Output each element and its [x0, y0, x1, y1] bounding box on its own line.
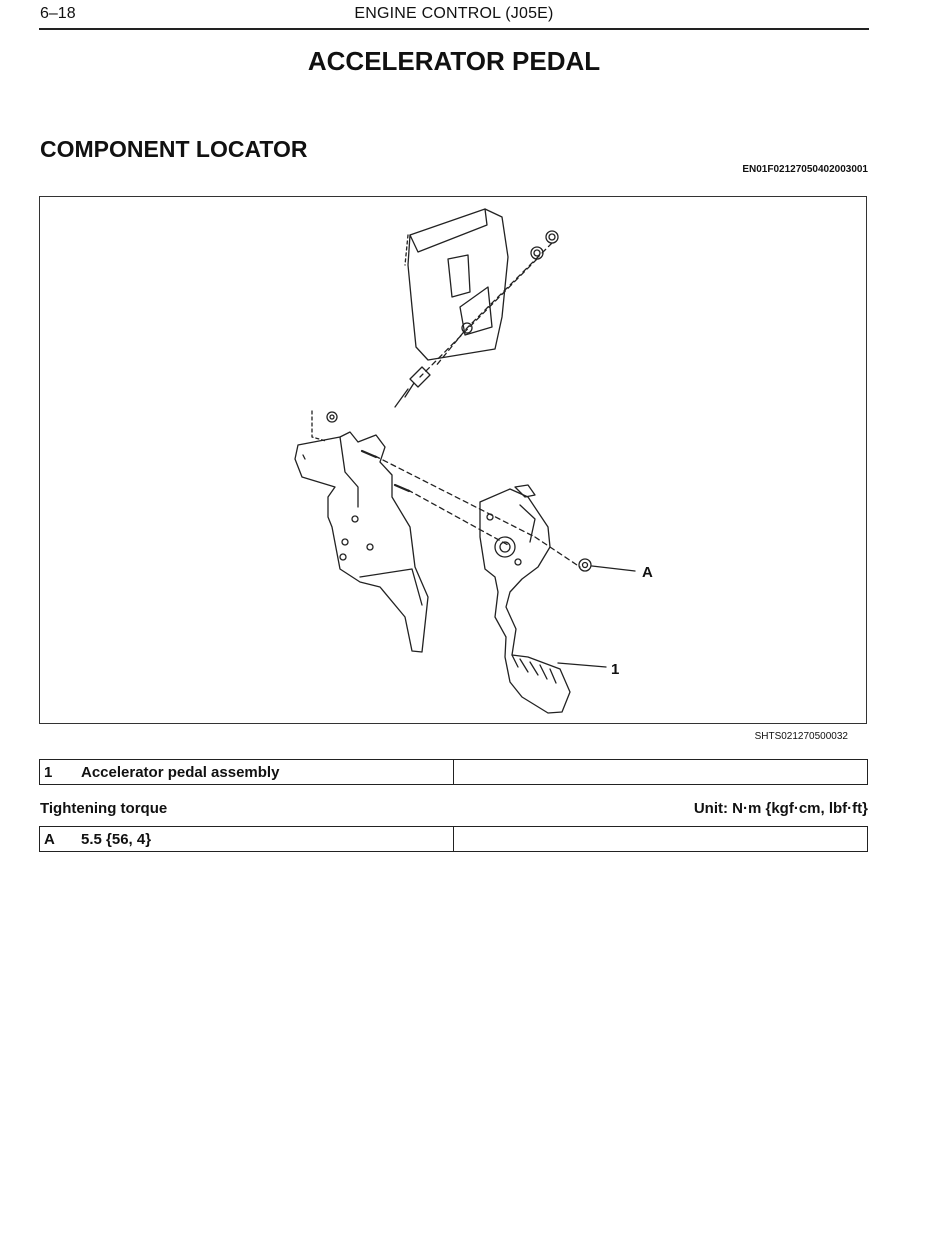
- lower-bracket: [295, 411, 428, 652]
- dashed-guide-4: [535, 537, 580, 567]
- top-nuts: [531, 231, 558, 259]
- leader-line-1: [558, 663, 606, 667]
- leader-line-a: [592, 566, 635, 571]
- component-locator-figure: [39, 196, 867, 724]
- header-rule: [39, 28, 869, 30]
- upper-bracket: [405, 209, 508, 360]
- section-title: COMPONENT LOCATOR: [40, 136, 308, 162]
- section-header: ENGINE CONTROL (J05E): [354, 5, 554, 22]
- page-title: ACCELERATOR PEDAL: [307, 46, 601, 76]
- part-name: Accelerator pedal assembly: [81, 763, 280, 781]
- pedal-illustration: [40, 197, 866, 723]
- bolt: [395, 367, 430, 407]
- callout-1: 1: [611, 661, 620, 678]
- table-row: [40, 760, 868, 785]
- torque-value: 5.5 {56, 4}: [81, 830, 152, 848]
- pedal-assembly: [480, 485, 570, 713]
- studs: [362, 451, 409, 491]
- empty-cell: [454, 760, 868, 785]
- torque-key: A: [44, 830, 55, 848]
- callout-a: A: [642, 564, 653, 581]
- part-number: 1: [44, 763, 53, 781]
- empty-cell: [454, 827, 868, 852]
- parts-table: [39, 759, 868, 785]
- dashed-guide-2: [420, 259, 537, 377]
- page-number: 6–18: [40, 5, 76, 22]
- figure-code: SHTS021270500032: [754, 731, 848, 742]
- dashed-guide-3: [375, 456, 535, 545]
- table-row: [40, 827, 868, 852]
- document-code: EN01F02127050402003001: [742, 164, 868, 175]
- unit-label: Unit: N·m {kgf·cm, lbf·ft}: [693, 800, 868, 817]
- tightening-torque-label: Tightening torque: [40, 800, 168, 817]
- torque-table: [39, 826, 868, 852]
- nut-a: [579, 559, 591, 571]
